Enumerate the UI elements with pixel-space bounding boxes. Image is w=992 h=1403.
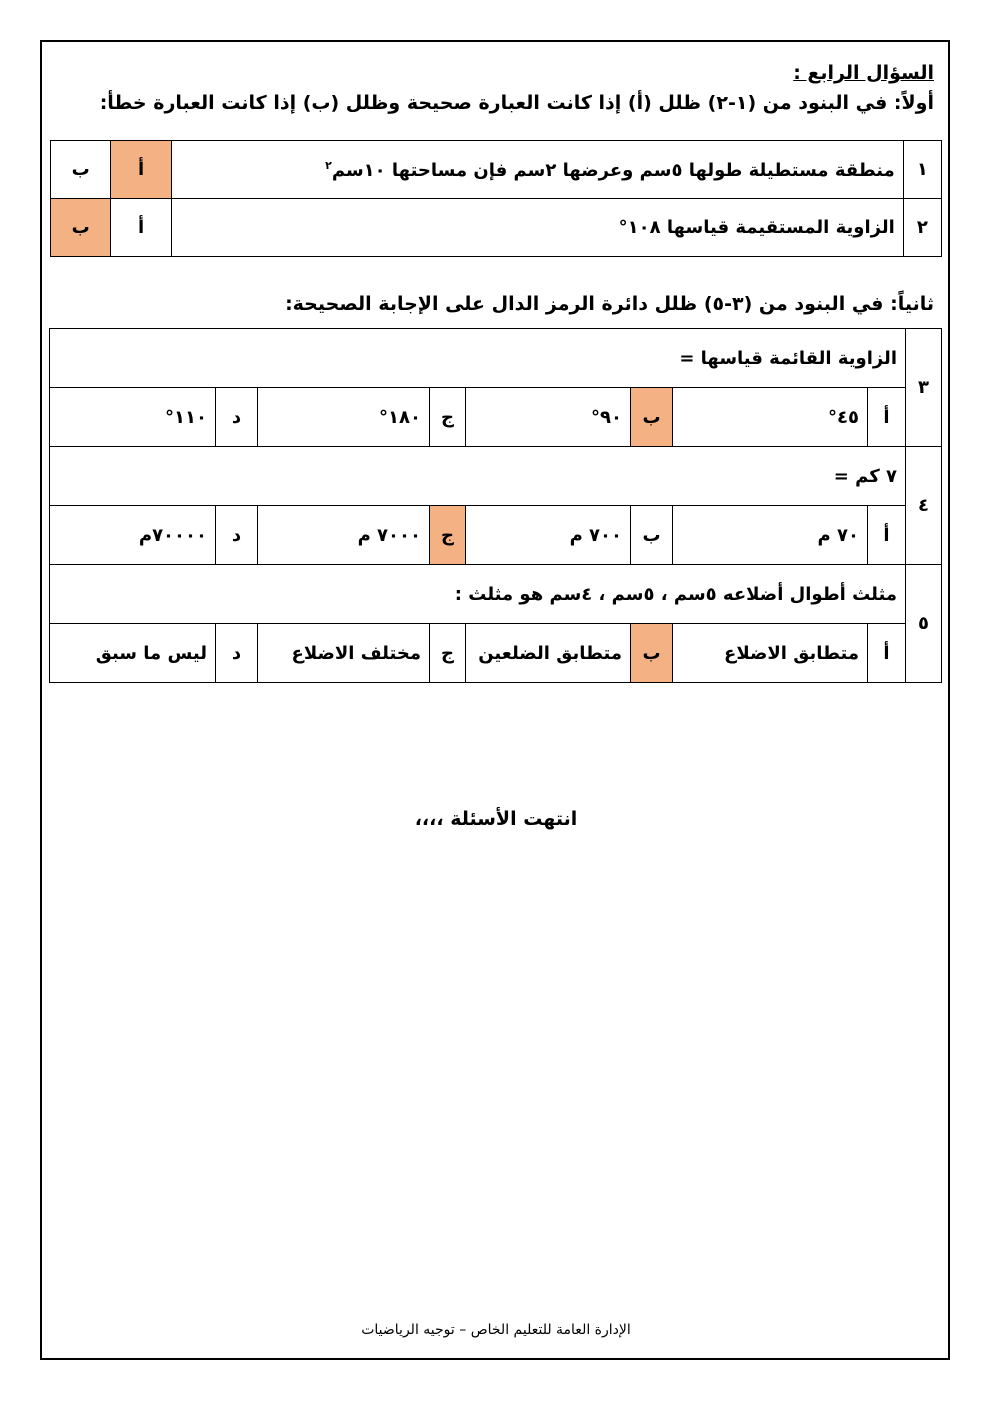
option-b[interactable]: ب [51,199,111,257]
option-text-b: ٩٠° [466,388,631,447]
item-number: ٢ [903,199,941,257]
option-letter-d[interactable]: د [216,624,258,683]
table-row [51,199,942,257]
question-text: ٧ كم = [49,447,905,506]
option-a[interactable]: أ [111,141,171,199]
option-letter-b[interactable]: ب [631,624,673,683]
option-text-a: ٧٠ م [673,506,868,565]
part2-instruction: ثانياً: في البنود من (٣-٥) ظلل دائرة الرمز الدال على الإجابة الصحيحة: [285,293,934,315]
option-text-a: ٤٥° [673,388,868,447]
option-text-c: ٧٠٠٠ م [258,506,430,565]
item-number: ٣ [906,329,942,447]
option-a[interactable]: أ [111,199,171,257]
item-number: ٥ [906,565,942,683]
option-text-c: ١٨٠° [258,388,430,447]
question-row [49,447,941,506]
part1-instruction: أولاً: في البنود من (١-٢) ظلل (أ) إذا كانت العبارة صحيحة وظلل (ب) إذا كانت العبارة خطأ: [99,92,934,114]
options-row [49,624,941,683]
question-text: مثلث أطوال أضلاعه ٥سم ، ٥سم ، ٤سم هو مثلث : [49,565,905,624]
statement: الزاوية المستقيمة قياسها ١٠٨° [171,199,903,257]
item-number: ٤ [906,447,942,565]
option-letter-c[interactable]: ج [430,388,466,447]
item-number: ١ [903,141,941,199]
end-of-questions: انتهت الأسئلة ،،،، [414,808,578,830]
table-row [51,141,942,199]
option-letter-c[interactable]: ج [430,506,466,565]
option-text-b: متطابق الضلعين [466,624,631,683]
options-row [49,506,941,565]
option-letter-b[interactable]: ب [631,388,673,447]
option-text-a: متطابق الاضلاع [673,624,868,683]
footer: الإدارة العامة للتعليم الخاص – توجيه الرياضيات [361,1322,631,1338]
option-letter-d[interactable]: د [216,388,258,447]
option-letter-d[interactable]: د [216,506,258,565]
option-text-b: ٧٠٠ م [466,506,631,565]
options-row [49,388,941,447]
option-b[interactable]: ب [51,141,111,199]
option-text-d: ٧٠٠٠٠م [49,506,215,565]
option-letter-a[interactable]: أ [868,624,906,683]
option-letter-a[interactable]: أ [868,388,906,447]
question-row [49,565,941,624]
question-row [49,329,941,388]
option-letter-a[interactable]: أ [868,506,906,565]
option-letter-c[interactable]: ج [430,624,466,683]
option-text-c: مختلف الاضلاع [258,624,430,683]
option-letter-b[interactable]: ب [631,506,673,565]
question-title: السؤال الرابع : [793,62,934,84]
true-false-table [50,140,942,257]
statement: منطقة مستطيلة طولها ٥سم وعرضها ٢سم فإن مساحتها ١٠سم$^٢$ [171,141,903,199]
mcq-table [49,328,942,683]
question-text: الزاوية القائمة قياسها = [49,329,905,388]
option-text-d: ليس ما سبق [49,624,215,683]
option-text-d: ١١٠° [49,388,215,447]
